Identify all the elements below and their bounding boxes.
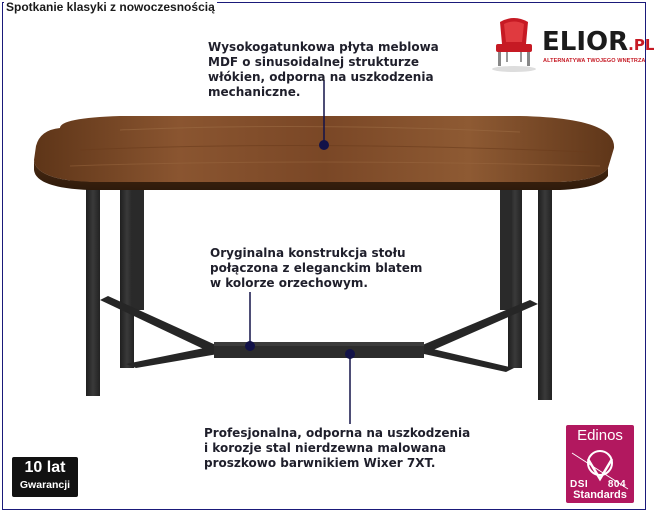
marker-middle — [245, 341, 255, 351]
edinos-badge — [566, 425, 634, 503]
certificate-code: DSI 804 — [570, 479, 627, 490]
chair-icon — [486, 14, 542, 74]
brand-name: ELIOR.PL — [542, 27, 654, 57]
callout-tabletop: Wysokogatunkowa płyta meblowa MDF o sinusoidalnej strukturze włókien, odporna na uszkodzenia mechaniczne. — [208, 40, 439, 99]
base-stretchers — [100, 296, 538, 372]
marker-bottom — [345, 349, 355, 359]
warranty-label: Gwarancji — [19, 479, 71, 491]
callout-steel: Profesjonalna, odporna na uszkodzenia i korozje stal nierdzewna malowana proszkowo barwnikiem Wixer 7XT. — [204, 426, 471, 470]
page-title: Spotkanie klasyki z nowoczesnością — [6, 0, 215, 14]
certificate-standard: Standards — [573, 489, 627, 501]
warranty-years: 10 lat — [24, 459, 66, 476]
elior-logo[interactable] — [486, 14, 654, 74]
warranty-badge — [12, 457, 78, 497]
front-legs — [86, 182, 552, 400]
callout-construction: Oryginalna konstrukcja stołu połączona z eleganckim blatem w kolorze orzechowym. — [210, 246, 423, 290]
brand-tagline: ALTERNATYWA TWOJEGO WNĘTRZA — [543, 58, 646, 64]
marker-top — [319, 140, 329, 150]
certificate-name: Edinos — [577, 427, 623, 444]
